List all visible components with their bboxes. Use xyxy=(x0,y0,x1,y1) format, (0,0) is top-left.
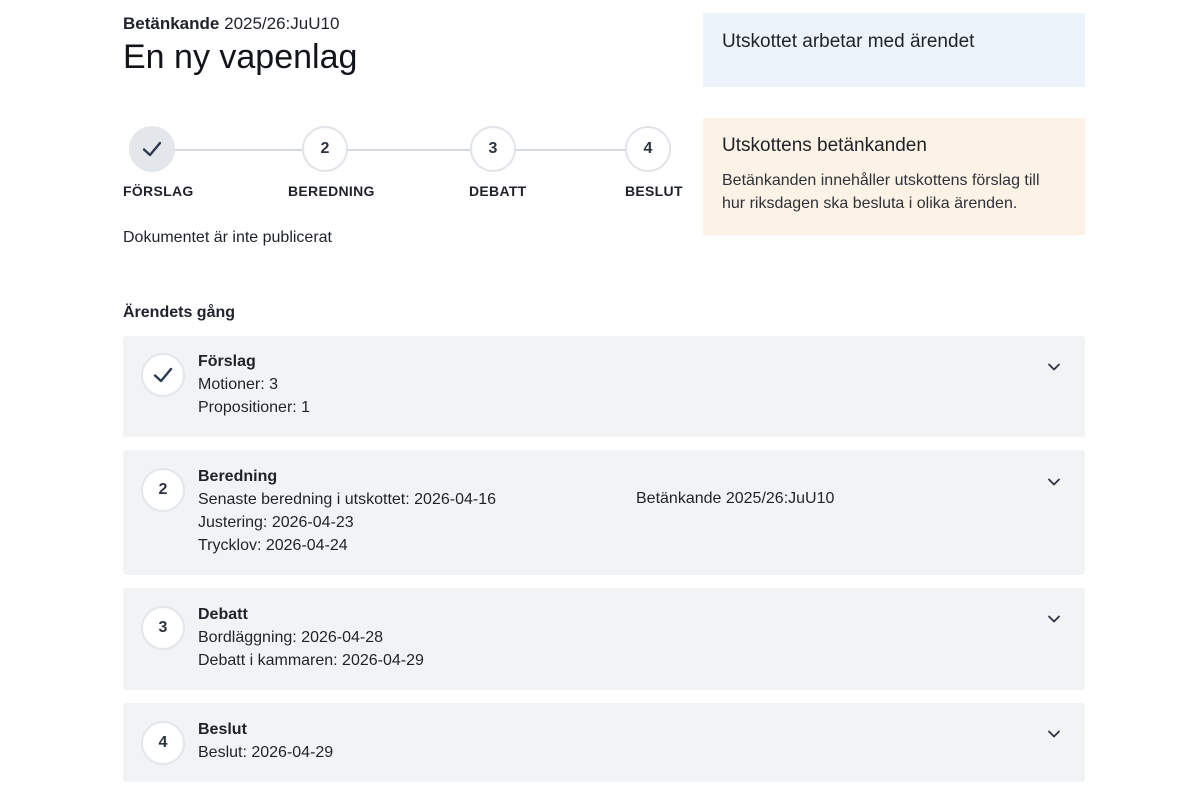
card-content xyxy=(198,465,496,557)
card-title: Beslut xyxy=(198,721,247,738)
card-title: Debatt xyxy=(198,606,248,623)
history-card-beredning[interactable] xyxy=(123,450,1085,575)
status-box xyxy=(703,13,1085,87)
step-label-forslag: FÖRSLAG xyxy=(123,183,194,199)
history-card-forslag[interactable] xyxy=(123,336,1085,437)
status-text: Utskottet arbetar med ärendet xyxy=(722,31,975,52)
step-beslut: 4 xyxy=(625,126,671,172)
step-debatt: 3 xyxy=(470,126,516,172)
page-title: En ny vapenlag xyxy=(123,38,358,76)
card-content xyxy=(198,718,333,764)
chevron-down-icon[interactable] xyxy=(1045,725,1063,743)
document-id: 2025/26:JuU10 xyxy=(224,14,340,33)
card-content xyxy=(198,350,310,419)
publication-status: Dokumentet är inte publicerat xyxy=(123,229,332,246)
card-line: Bordläggning: 2026-04-28 xyxy=(198,629,384,646)
card-line: Justering: 2026-04-23 xyxy=(198,514,354,531)
card-status-circle: 2 xyxy=(141,468,185,512)
history-card-beslut[interactable] xyxy=(123,703,1085,782)
card-line: Propositioner: 1 xyxy=(198,399,311,416)
history-heading: Ärendets gång xyxy=(123,304,236,321)
card-content xyxy=(198,603,424,672)
progress-stepper xyxy=(123,126,683,206)
card-line: Trycklov: 2026-04-24 xyxy=(198,537,348,554)
card-status-circle xyxy=(141,353,185,397)
card-title: Förslag xyxy=(198,353,256,370)
checkmark-icon xyxy=(141,138,163,160)
card-line: Debatt i kammaren: 2026-04-29 xyxy=(198,652,424,669)
card-line: Motioner: 3 xyxy=(198,376,279,393)
stepper-connector xyxy=(173,149,303,151)
chevron-down-icon[interactable] xyxy=(1045,610,1063,628)
step-label-beslut: BESLUT xyxy=(625,183,683,199)
chevron-down-icon[interactable] xyxy=(1045,358,1063,376)
card-title: Beredning xyxy=(198,468,278,485)
stepper-connector xyxy=(515,149,626,151)
info-box xyxy=(703,118,1085,235)
info-box-title: Utskottens betänkanden xyxy=(722,135,927,156)
card-status-circle: 3 xyxy=(141,606,185,650)
card-status-circle: 4 xyxy=(141,721,185,765)
card-line: Beslut: 2026-04-29 xyxy=(198,744,334,761)
chevron-down-icon[interactable] xyxy=(1045,473,1063,491)
document-type: Betänkande xyxy=(123,14,220,33)
card-line: Senaste beredning i utskottet: 2026-04-16 xyxy=(198,491,496,508)
step-label-beredning: BEREDNING xyxy=(288,183,375,199)
card-document-link[interactable]: Betänkande 2025/26:JuU10 xyxy=(636,490,835,507)
document-kicker xyxy=(123,14,339,34)
stepper-connector xyxy=(347,149,471,151)
step-beredning: 2 xyxy=(302,126,348,172)
step-forslag xyxy=(129,126,175,172)
step-label-debatt: DEBATT xyxy=(469,183,527,199)
history-card-debatt[interactable] xyxy=(123,588,1085,690)
info-box-body: Betänkanden innehåller utskottens förslag till hur riksdagen ska besluta i olika ärenden. xyxy=(722,172,1040,212)
checkmark-icon xyxy=(152,364,174,386)
